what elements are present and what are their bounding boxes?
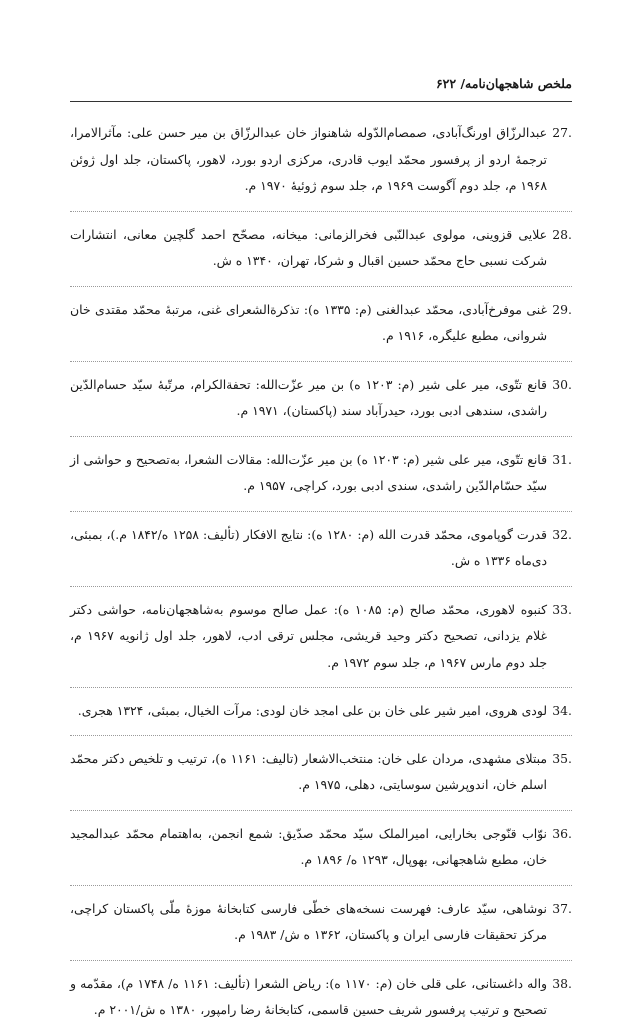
entry-number: 32. [552, 526, 572, 542]
entry-text: علایی قزوینی، مولوی عبدالنّبی فخرالزمانی: میخانه، مصحّح احمد گلچین معانی، انتشارات شرکت نسبی حاج محمّد حسین اقبال و شرکا، تهران، ۱۳۴۰ ه ش. [70, 226, 547, 268]
entry-number: 28. [552, 226, 572, 242]
entry-text: واله داغستانی، علی قلی خان (م: ۱۱۷۰ ه): ریاض الشعرا (تألیف: ۱۱۶۱ ه/ ۱۷۴۸ م)، مقدّمه و تصحیح و ترتیب پرفسور شریف حسین قاسمی، کتابخانهٔ رضا رامپور، ۱۳۸۰ ه ش/۲۰۰۱ م. [70, 975, 548, 1017]
entry-divider [70, 211, 572, 212]
entry-text: کنبوه لاهوری، محمّد صالح (م: ۱۰۸۵ ه): عمل صالح موسوم به‌شاهجهان‌نامه، حواشی دکتر غلام یزدانی، تصحیح دکتر وحید قریشی، مجلس ترقی ادب، لاهور، جلد اول ژانویه ۱۹۶۷ م، جلد دوم مارس ۱۹۶۷ م، جلد سوم ۱۹۷۲ م. [70, 601, 548, 670]
bibliography-entry [70, 447, 572, 500]
entry-text: مبتلای مشهدی، مردان علی خان: منتخب‌الاشعار (تالیف: ۱۱۶۱ ه)، ترتیب و تلخیص دکتر محمّد اسلم خان، اندوپرشین سوسایتی، دهلی، ۱۹۷۵ م. [70, 750, 547, 792]
bibliography-entry [70, 971, 572, 1024]
entry-number: 29. [552, 301, 572, 317]
bibliography-entry [70, 821, 572, 874]
header-rule [70, 101, 572, 102]
entry-divider [70, 810, 572, 811]
entry-number: 33. [552, 601, 572, 617]
entry-divider [70, 436, 572, 437]
entry-number: 31. [552, 451, 572, 467]
entry-text: قانع تتّوی، میر علی شیر (م: ۱۲۰۳ ه) بن میر عزّت‌الله: مقالات الشعرا، به‌تصحیح و حواشی از سیّد حسّام‌الدّین راشدی، سندی ادبی بورد، کراچی، ۱۹۵۷ م. [70, 451, 547, 493]
entry-text: نوّاب قنّوجی بخارایی، امیرالملک سیّد محمّد صدّیق: شمع انجمن، به‌اهتمام محمّد عبدالمجید خان، مطبع شاهجهانی، بهوپال، ۱۲۹۳ ه/ ۱۸۹۶ م. [70, 825, 547, 867]
entry-divider [70, 687, 572, 688]
bibliography-entry [70, 222, 572, 275]
bibliography-entry [70, 297, 572, 350]
entry-text: قدرت گوپاموی، محمّد قدرت الله (م: ۱۲۸۰ ه): نتایج الافکار (تألیف: ۱۲۵۸ ه/۱۸۴۲ م.)، بمبئی، دی‌ماه ۱۳۳۶ ه ش. [70, 526, 547, 568]
entry-divider [70, 735, 572, 736]
entry-divider [70, 286, 572, 287]
entry-divider [70, 511, 572, 512]
bibliography-entry [70, 522, 572, 575]
entry-text: غنی موفرخ‌آبادی، محمّد عبدالغنی (م: ۱۳۳۵ ه): تذکرة‌الشعرای غنی، مرتبهٔ محمّد مقتدی خان شروانی، مطبع علیگره، ۱۹۱۶ م. [70, 301, 547, 343]
entry-number: 34. [552, 703, 572, 718]
bibliography-list [70, 120, 572, 1035]
running-header: ملخص شاهجهان‌نامه/ ۶۲۲ [435, 76, 572, 91]
bibliography-entry [70, 698, 572, 725]
bibliography-entry [70, 120, 572, 200]
bibliography-entry [70, 896, 572, 949]
entry-number: 36. [552, 825, 572, 841]
entry-number: 27. [552, 125, 572, 140]
entry-divider [70, 586, 572, 587]
entry-text: قانع تتّوی، میر علی شیر (م: ۱۲۰۳ ه) بن میر عزّت‌الله: تحفة‌الکرام، مرتّبهٔ سیّد حسام‌الدّین راشدی، سندهی ادبی بورد، حیدرآباد سند (پاکستان)، ۱۹۷۱ م. [70, 376, 547, 418]
bibliography-entry [70, 372, 572, 425]
entry-text: عبدالرزّاق اورنگ‌آبادی، صمصام‌الدّوله شاهنواز خان عبدالرزّاق بن میر حسن علی: مآثرالامرا، ترجمهٔ اردو از پرفسور محمّد ایوب قادری، مرکزی اردو بورد، لاهور، پاکستان، جلد اول ژوئن ۱۹۶۸ م، جلد دوم آگوست ۱۹۶۹ م، جلد سوم ژوئیهٔ ۱۹۷۰ م. [70, 125, 547, 193]
entry-divider [70, 885, 572, 886]
bibliography-entry [70, 746, 572, 799]
entry-divider [70, 960, 572, 961]
entry-number: 35. [552, 750, 572, 766]
entry-number: 30. [552, 376, 572, 392]
entry-divider [70, 361, 572, 362]
entry-number: 38. [552, 975, 572, 991]
entry-text: نوشاهی، سیّد عارف: فهرست نسخه‌های خطّی فارسی کتابخانهٔ موزهٔ ملّی پاکستان کراچی، مرکز تحقیقات فارسی ایران و پاکستان، ۱۳۶۲ ه ش/ ۱۹۸۳ م. [70, 900, 547, 942]
entry-text: لودی هروی، امیر شیر علی خان بن علی امجد خان لودی: مرآت الخیال، بمبئی، ۱۳۲۴ هجری. [77, 703, 547, 718]
entry-number: 37. [552, 900, 572, 916]
bibliography-entry [70, 597, 572, 677]
